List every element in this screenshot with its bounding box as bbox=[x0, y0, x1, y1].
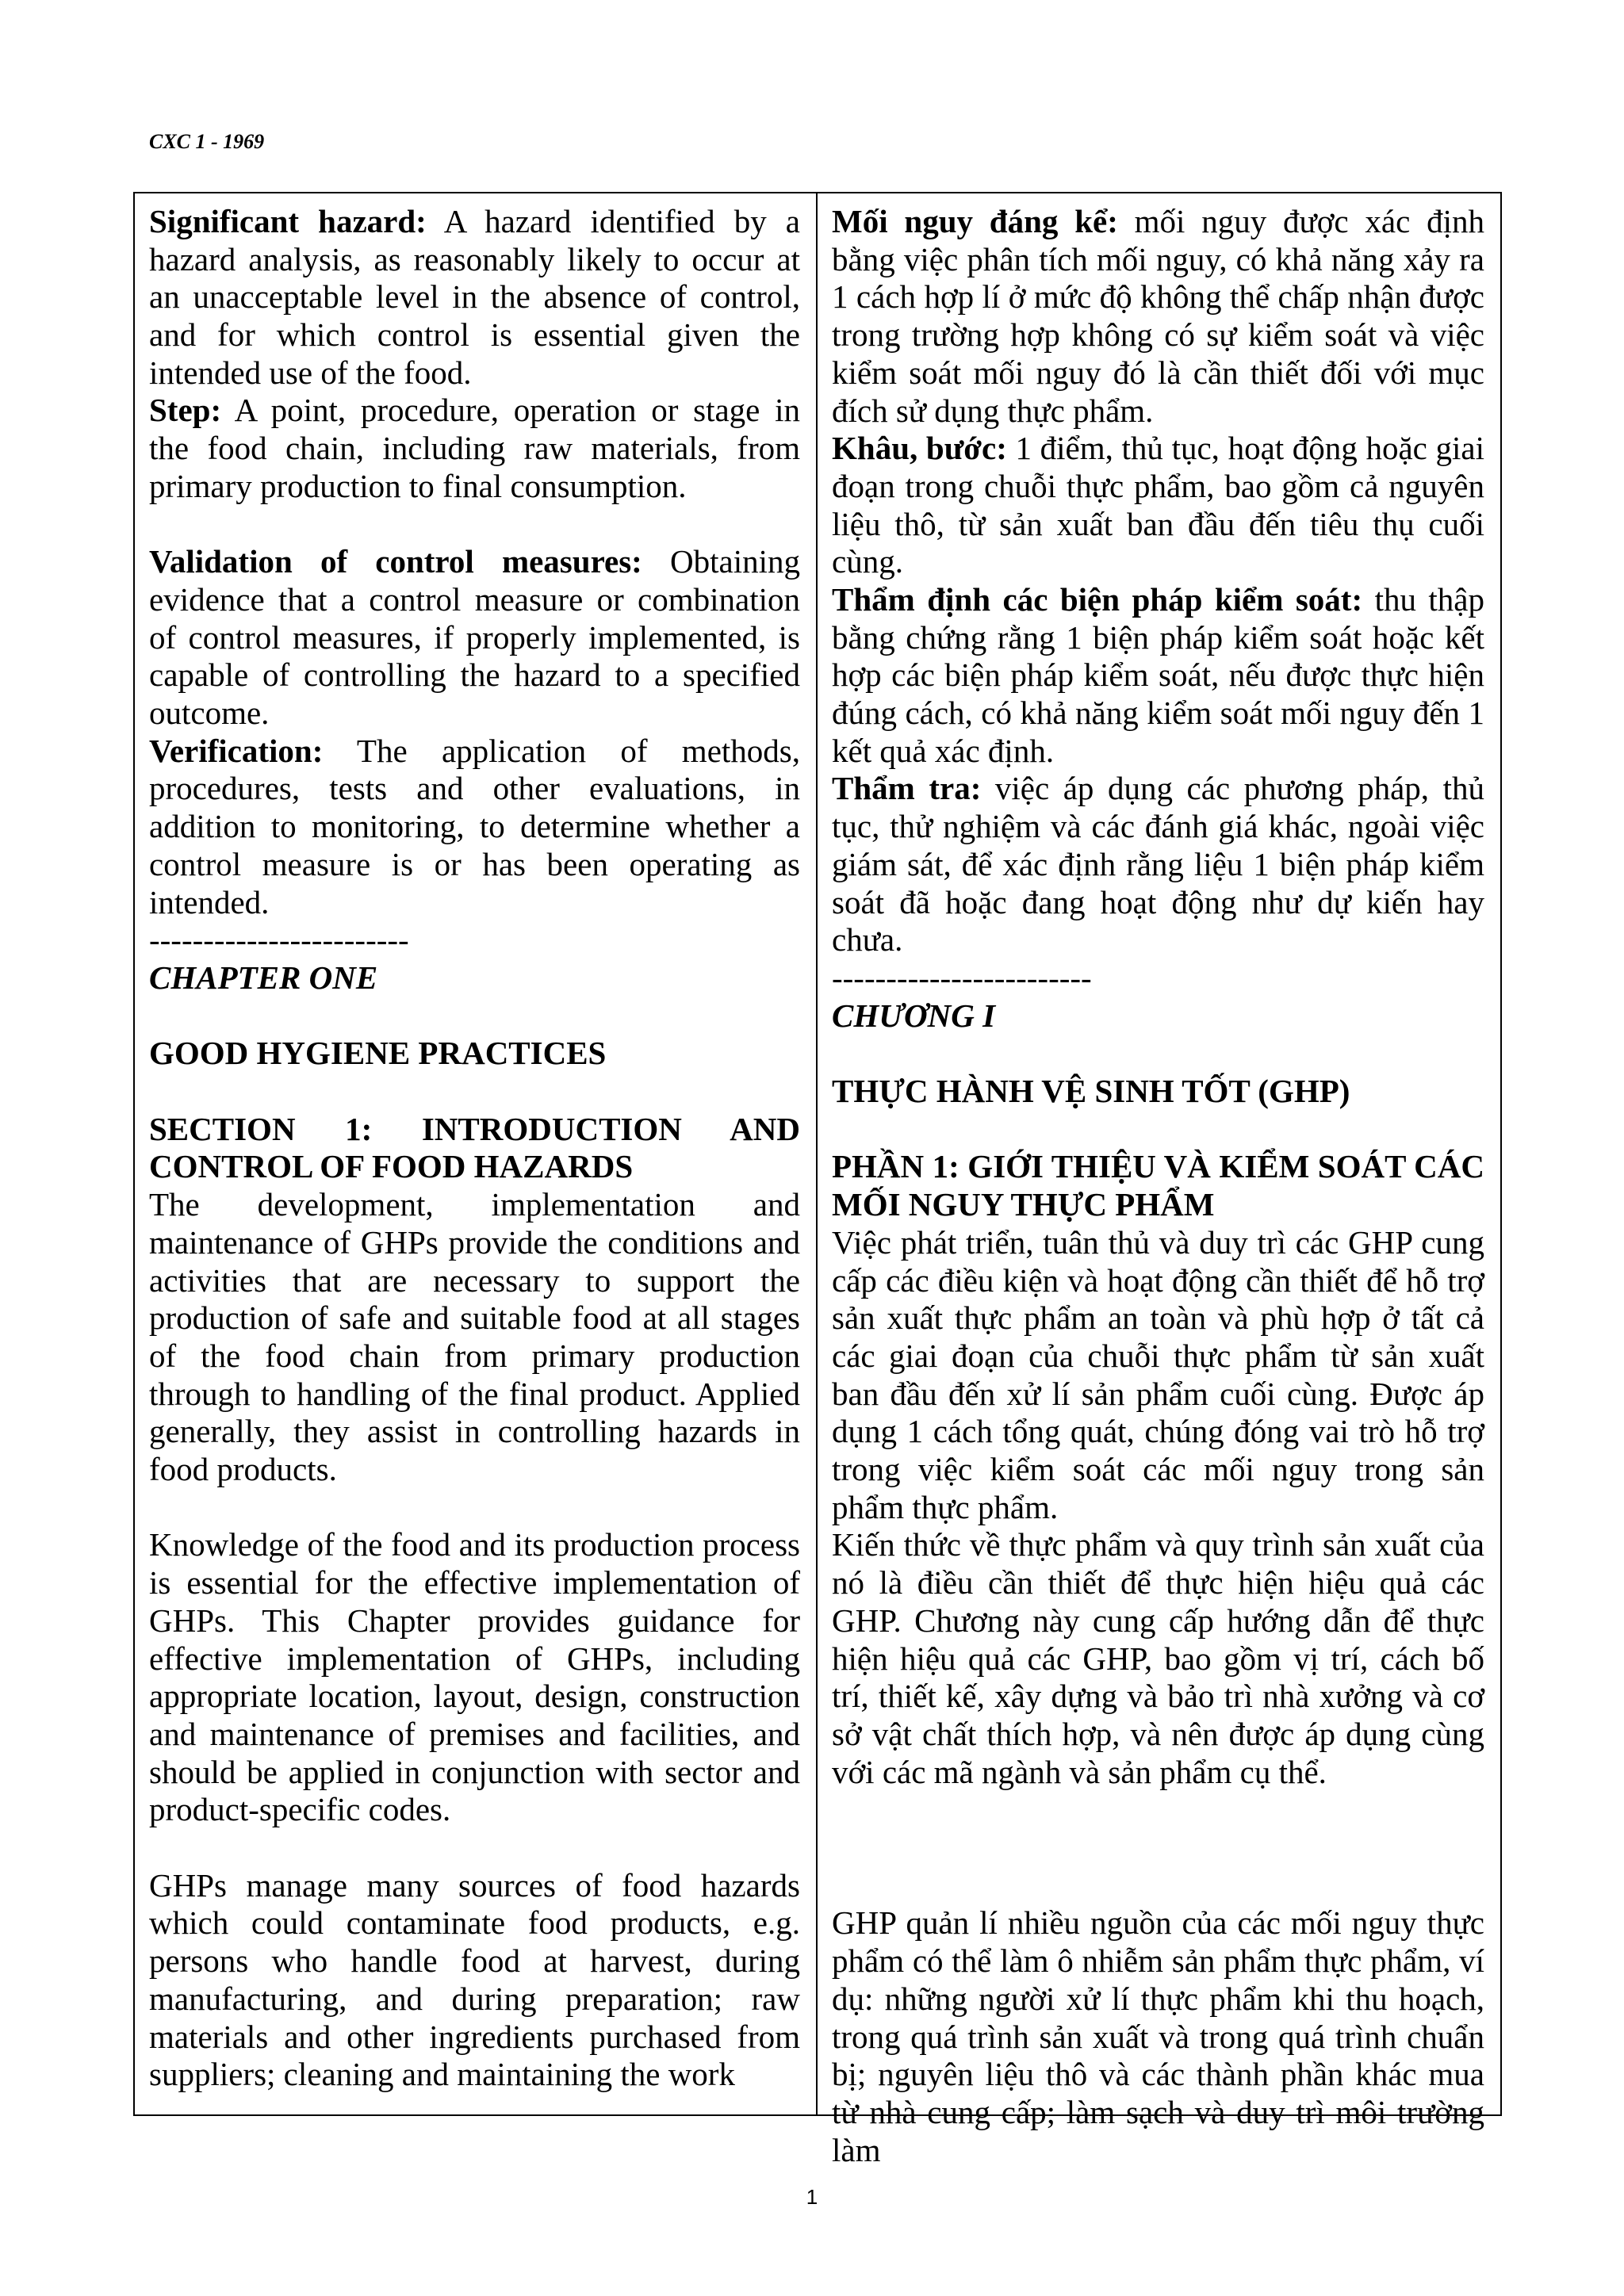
paragraph-knowledge: Knowledge of the food and its production process is essential for the effective implementation of GHPs. This Chapter provides guidance for effective implementation of GHPs, including appropriate location, layout, design, construction and maintenance of premises and facilities, and should be applied in conjunction with sector and product-specific codes. bbox=[149, 1526, 800, 1828]
chapter-heading: CHƯƠNG I bbox=[832, 997, 996, 1034]
paragraph-knowledge: Kiến thức về thực phẩm và quy trình sản xuất của nó là điều cần thiết để thực hiện hiệu quả các GHP. Chương này cung cấp hướng dẫn để thực hiện hiệu quả các GHP, bao gồm vị trí, cách bố trí, thiết kế, xây dựng và bảo trì nhà xưởng và cơ sở vật chất thích hợp, và nên được áp dụng cùng với các mã ngành và sản phẩm cụ thể. bbox=[832, 1526, 1484, 1790]
definition-significant-hazard bbox=[149, 203, 800, 391]
vietnamese-column bbox=[818, 193, 1500, 2168]
definition-step bbox=[149, 392, 800, 505]
term-significant-hazard: Significant hazard: bbox=[149, 203, 427, 239]
chapter-heading: CHAPTER ONE bbox=[149, 959, 378, 996]
definition-text: A hazard identified by a hazard analysis, as reasonably likely to occur at an unacceptable level in the absence of control, and for which control is essential given the intended use of the food. bbox=[149, 203, 800, 391]
english-column bbox=[135, 193, 818, 2114]
page-number: 1 bbox=[806, 2185, 818, 2209]
section-title: SECTION 1: INTRODUCTION AND CONTROL OF FOOD HAZARDS bbox=[149, 1110, 800, 1185]
definition-validation bbox=[832, 581, 1484, 771]
chapter-title: GOOD HYGIENE PRACTICES bbox=[149, 1035, 607, 1072]
spacer bbox=[832, 921, 1484, 959]
paragraph-hazard-sources: GHP quản lí nhiều nguồn của các mối nguy thực phẩm có thể làm ô nhiễm sản phẩm thực phẩm, ví dụ: những người xử lí thực phẩm khi thu hoạch, trong quá trình sản xuất và trong quá trình chuẩn bị; nguyên liệu thô và các thành phần khác mua từ nhà cung cấp; làm sạch và duy trì môi trường làm bbox=[832, 1904, 1484, 2168]
definition-text: 1 điểm, thủ tục, hoạt động hoặc giai đoạn trong chuỗi thực phẩm, bao gồm cả nguyên liệu thô, từ sản xuất ban đầu đến tiêu thụ cuối cùng. bbox=[832, 430, 1484, 580]
definition-text: mối nguy được xác định bằng việc phân tích mối nguy, có khả năng xảy ra 1 cách hợp lí ở mức độ không thể chấp nhận được trong trường hợp không có sự kiểm soát và việc kiểm soát mối nguy đó là cần thiết đối với mục đích sử dụng thực phẩm. bbox=[832, 203, 1484, 429]
definition-verification bbox=[832, 770, 1484, 959]
definition-text: A point, procedure, operation or stage in the food chain, including raw materials, from primary production to final consumption. bbox=[149, 392, 800, 504]
paragraph-hazard-sources: GHPs manage many sources of food hazards which could contaminate food products, e.g. persons who handle food at harvest, during manufacturing, and during preparation; raw materials and other ingredients purchased from suppliers; cleaning and maintaining the work bbox=[149, 1866, 800, 2093]
term-step: Step: bbox=[149, 392, 222, 429]
term-verification: Thẩm tra: bbox=[832, 770, 982, 807]
definition-verification bbox=[149, 733, 800, 922]
term-validation: Validation of control measures: bbox=[149, 543, 642, 580]
document-code-header: CXC 1 - 1969 bbox=[149, 130, 265, 153]
definition-text: thu thập bằng chứng rằng 1 biện pháp kiểm soát hoặc kết hợp các biện pháp kiểm soát, nếu được thực hiện đúng cách, có khả năng kiểm soát mối nguy đến 1 kết quả xác định. bbox=[832, 580, 1484, 769]
spacer bbox=[832, 1111, 1484, 1149]
definition-validation bbox=[149, 543, 800, 733]
section-title: PHẦN 1: GIỚI THIỆU VÀ KIỂM SOÁT CÁC MỐI NGUY THỰC PHẨM bbox=[832, 1148, 1484, 1223]
bilingual-table bbox=[133, 192, 1502, 2168]
spacer bbox=[832, 1035, 1484, 1073]
definition-significant-hazard bbox=[832, 203, 1484, 430]
spacer bbox=[149, 506, 800, 544]
separator-line: ------------------------ bbox=[832, 959, 1092, 996]
separator-line: ------------------------ bbox=[149, 921, 409, 959]
definition-step bbox=[832, 430, 1484, 581]
chapter-title: THỰC HÀNH VỆ SINH TỐT (GHP) bbox=[832, 1073, 1350, 1110]
spacer bbox=[149, 997, 800, 1035]
definition-text: việc áp dụng các phương pháp, thủ tục, thử nghiệm và các đánh giá khác, ngoài việc giám sát, để xác định rằng liệu 1 biện pháp kiểm soát đã hoặc đang hoạt động như dự kiến hay chưa. bbox=[832, 770, 1484, 959]
term-significant-hazard: Mối nguy đáng kể: bbox=[832, 203, 1118, 239]
definition-text: Obtaining evidence that a control measure or combination of control measures, if properly implemented, is capable of controlling the hazard to a specified outcome. bbox=[149, 543, 801, 732]
definition-text: The application of methods, procedures, tests and other evaluations, in addition to monitoring, to determine whether a control measure is or has been operating as intended. bbox=[149, 732, 800, 920]
spacer bbox=[149, 1073, 800, 1111]
term-validation: Thẩm định các biện pháp kiểm soát: bbox=[832, 580, 1363, 618]
term-step: Khâu, bước: bbox=[832, 430, 1007, 467]
paragraph-introduction: Việc phát triển, tuân thủ và duy trì các GHP cung cấp các điều kiện và hoạt động cần thiết để hỗ trợ sản xuất thực phẩm an toàn và phù hợp ở tất cả các giai đoạn của chuỗi thực phẩm từ sản xuất ban đầu đến xử lí sản phẩm cuối cùng. Được áp dụng 1 cách tổng quát, chúng đóng vai trò hỗ trợ trong việc kiểm soát các mối nguy trong sản phẩm thực phẩm. bbox=[832, 1223, 1484, 1525]
term-verification: Verification: bbox=[149, 732, 324, 769]
paragraph-introduction: The development, implementation and maintenance of GHPs provide the conditions and activities that are necessary to support the production of safe and suitable food at all stages of the food chain from primary production through to handling of the final product. Applied generally, they assist in controlling hazards in food products. bbox=[149, 1186, 800, 1488]
